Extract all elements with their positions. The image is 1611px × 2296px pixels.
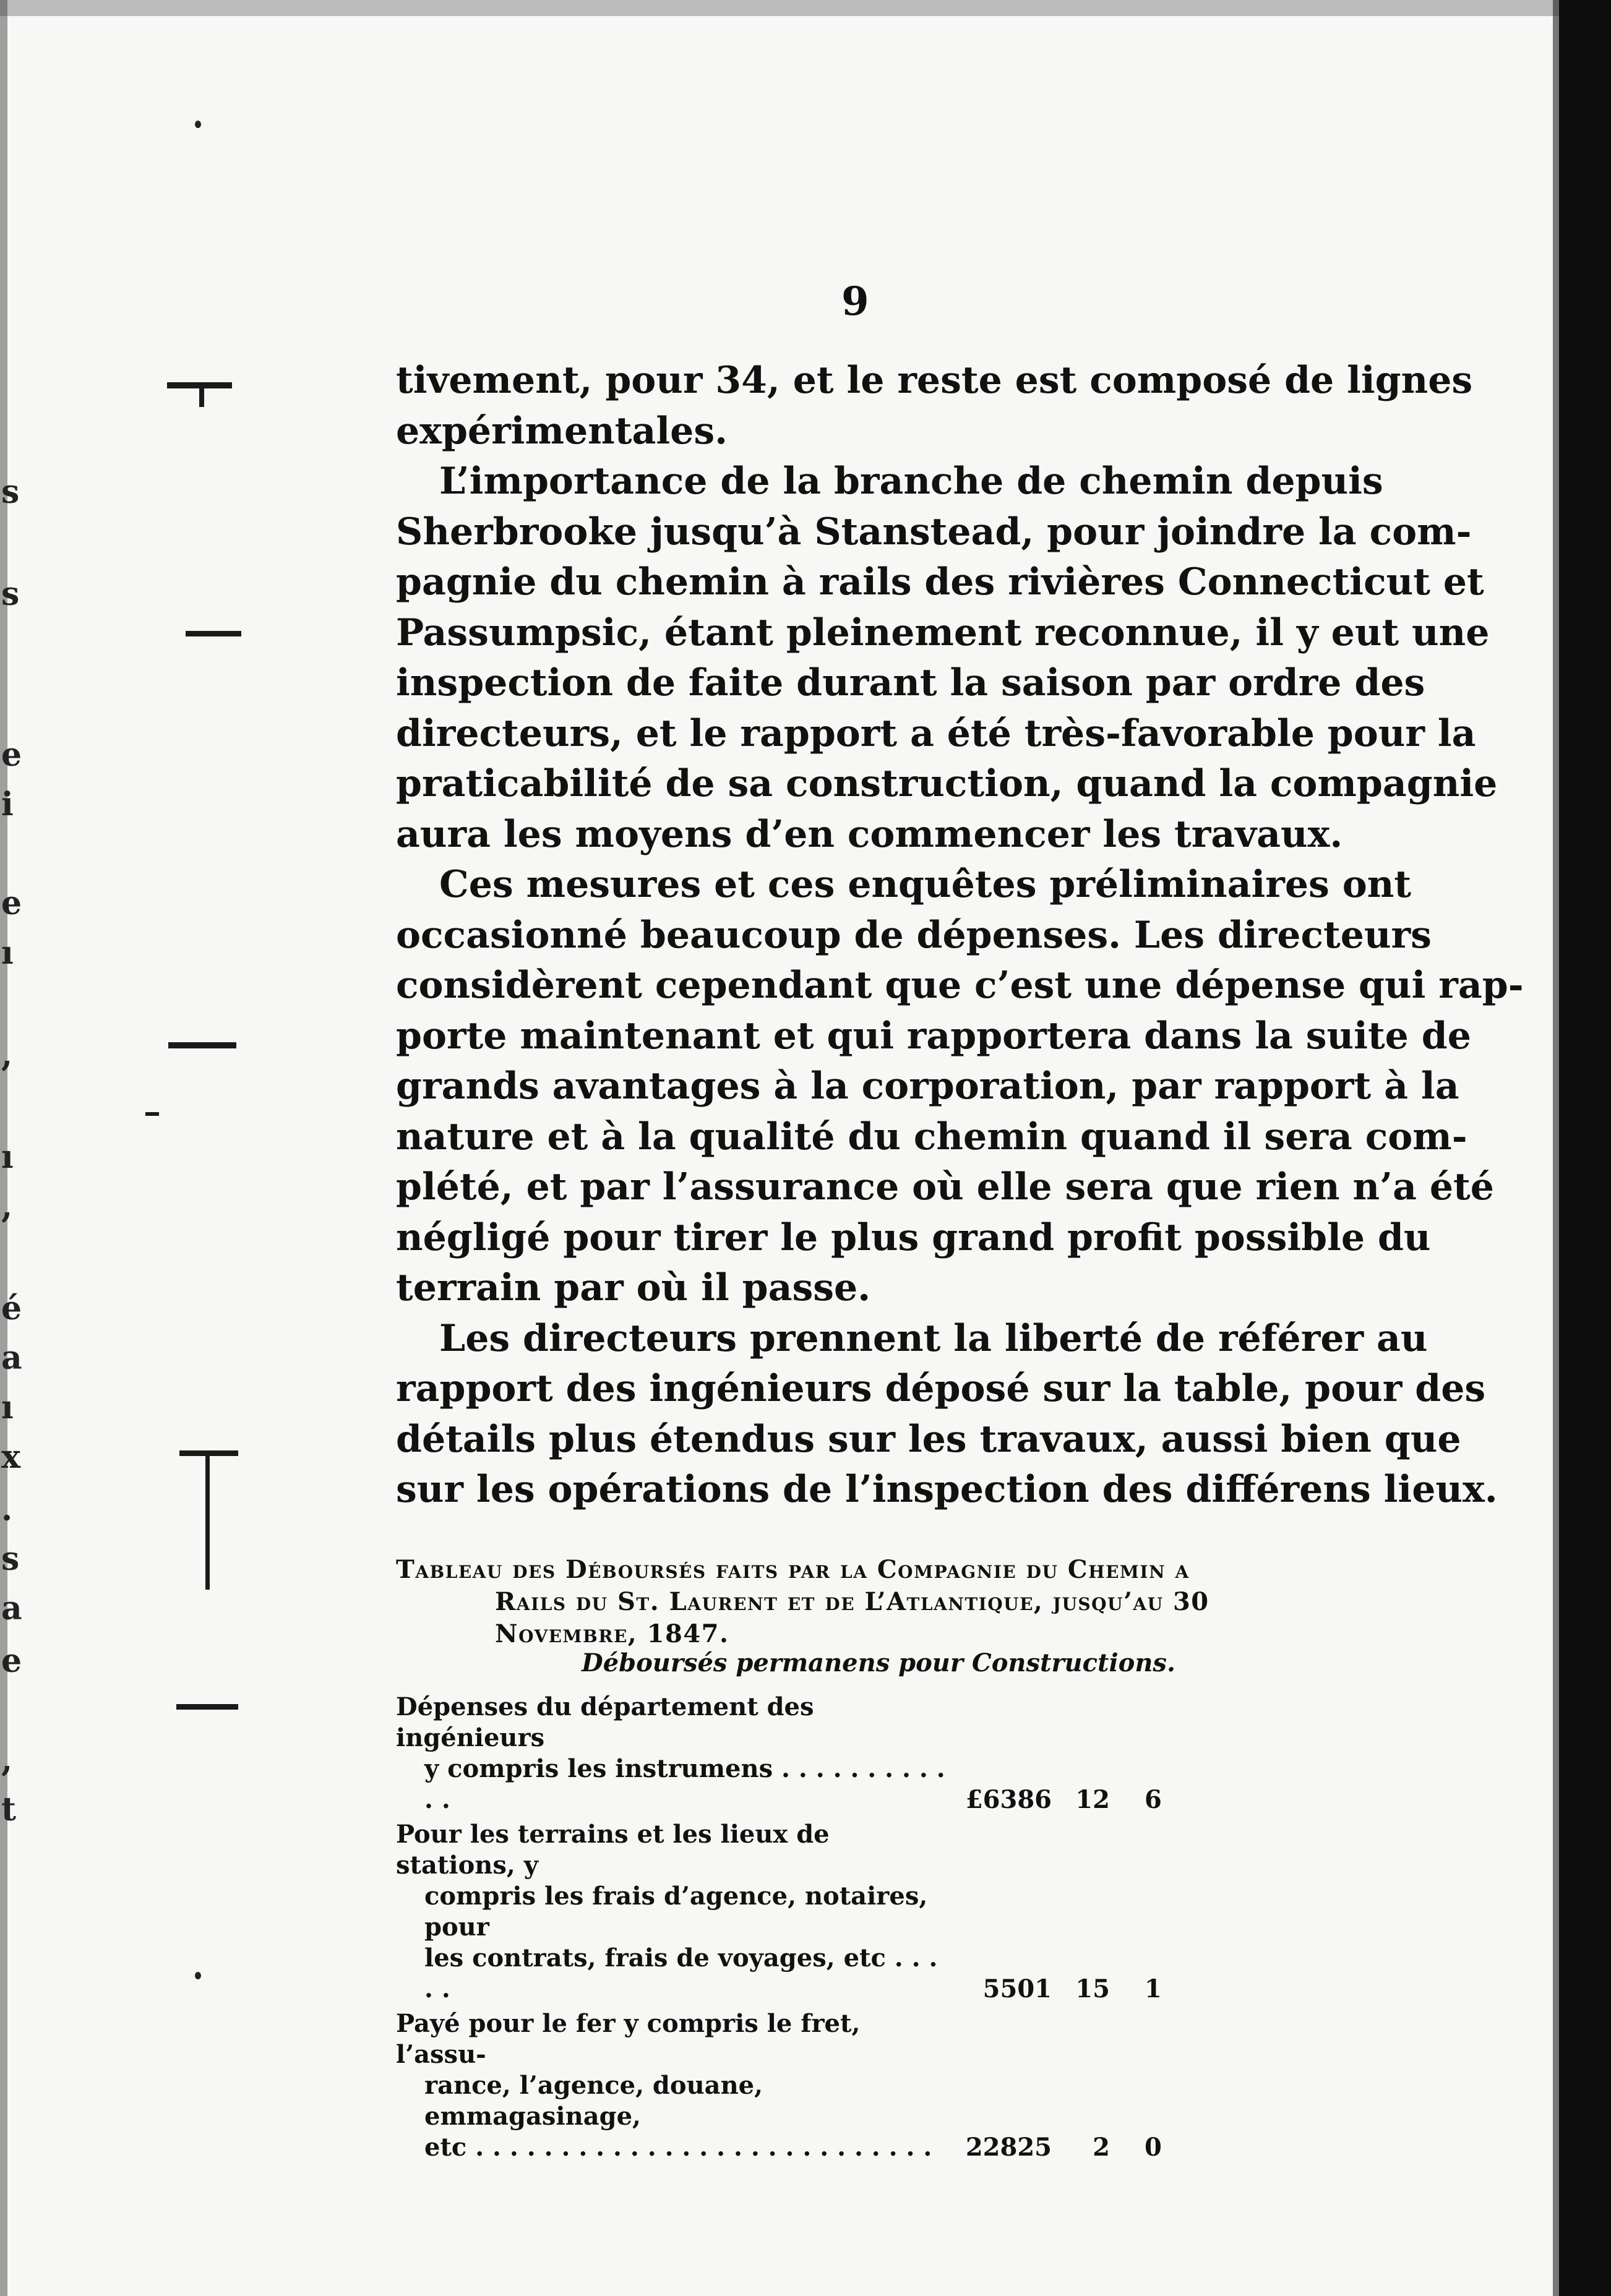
text-line: L’importance de la branche de chemin depuis <box>439 460 1383 503</box>
row-desc-line: etc . . . . . . . . . . . . . . . . . . . . . . . . . . . <box>424 2133 932 2162</box>
text-line: terrain par où il passe. <box>396 1266 871 1309</box>
text-line: Les directeurs prennent la liberté de référer au <box>439 1316 1428 1360</box>
binding-mark <box>176 1704 238 1710</box>
amount-pounds: 22825 <box>965 2133 1052 2162</box>
amount-shillings: 2 <box>1093 2133 1110 2162</box>
row-desc-line: compris les frais d’agence, notaires, pour <box>424 1882 928 1942</box>
row-desc-line: Dépenses du département des ingénieurs <box>396 1692 814 1752</box>
text-line: Ces mesures et ces enquêtes préliminaires ont <box>439 863 1412 906</box>
table-row <box>396 1692 1324 1815</box>
text-line: rapport des ingénieurs déposé sur la table, pour des <box>396 1367 1486 1410</box>
text-line: pagnie du chemin à rails des rivières Connecticut et <box>396 560 1484 604</box>
paragraph <box>396 860 1524 1314</box>
row-description <box>396 1692 953 1815</box>
text-line: grands avantages à la corporation, par rapport à la <box>396 1064 1459 1108</box>
binding-mark <box>199 382 204 407</box>
row-amount <box>959 1974 1182 2005</box>
amount-shillings: 15 <box>1075 1974 1110 2003</box>
row-desc-line: les contrats, frais de voyages, etc . . . . . <box>424 1943 938 2003</box>
text-line: sur les opérations de l’inspection des différens lieux. <box>396 1468 1498 1511</box>
text-line: porte maintenant et qui rapportera dans la suite de <box>396 1014 1471 1058</box>
margin-fragment: , <box>1 1741 13 1779</box>
table-subtitle: Déboursés permanens pour Constructions. <box>582 1648 1175 1677</box>
binding-mark <box>186 631 241 636</box>
margin-fragment: s <box>1 1540 20 1578</box>
text-line: Passumpsic, étant pleinement reconnue, il y eut une <box>396 610 1490 654</box>
paragraph <box>396 1314 1498 1515</box>
margin-fragment: . <box>1 1491 13 1528</box>
margin-fragment: t <box>1 1791 17 1828</box>
amount-pounds: 5501 <box>982 1974 1052 2003</box>
expense-table <box>396 1692 1324 2167</box>
paragraph <box>396 356 1473 456</box>
row-desc-line: Pour les terrains et les lieux de stations, y <box>396 1820 830 1880</box>
row-desc-line: rance, l’agence, douane, emmagasinage, <box>424 2071 763 2131</box>
table-title-line: Novembre, 1847. <box>495 1619 729 1648</box>
table-row <box>396 2008 1324 2163</box>
amount-pounds: £6386 <box>965 1785 1052 1814</box>
row-amount <box>959 1784 1182 1815</box>
table-title-line: Tableau des Déboursés faits par la Compagnie du Chemin a <box>396 1555 1190 1584</box>
row-amount <box>959 2132 1182 2163</box>
text-line: plété, et par l’assurance où elle sera que rien n’a été <box>396 1165 1494 1209</box>
text-line: occasionné beaucoup de dépenses. Les directeurs <box>396 913 1432 957</box>
text-line: directeurs, et le rapport a été très-favorable pour la <box>396 711 1476 755</box>
margin-fragment: a <box>1 1339 22 1377</box>
text-line: détails plus étendus sur les travaux, aussi bien que <box>396 1417 1461 1461</box>
margin-fragment: , <box>1 1036 13 1074</box>
margin-fragment: s <box>1 575 20 613</box>
margin-fragment: i <box>1 786 14 823</box>
margin-fragment: e <box>1 736 22 774</box>
scan-edge <box>1559 0 1611 2296</box>
text-line: aura les moyens d’en commencer les travaux. <box>396 812 1343 856</box>
scan-edge-shadow <box>1553 0 1559 2296</box>
margin-fragment: a <box>1 1590 22 1627</box>
top-scan-line <box>0 0 1559 16</box>
text-line: considèrent cependant que c’est une dépense qui rap- <box>396 964 1524 1007</box>
amount-pence: 0 <box>1145 2133 1162 2162</box>
amount-shillings: 12 <box>1075 1785 1110 1814</box>
text-line: tivement, pour 34, et le reste est composé de lignes <box>396 359 1473 402</box>
table-title-line: Rails du St. Laurent et de L’Atlantique, jusqu’au 30 <box>495 1587 1209 1616</box>
row-desc-line: y compris les instrumens . . . . . . . . . . . . <box>424 1754 945 1814</box>
paragraph <box>396 456 1498 860</box>
text-line: nature et à la qualité du chemin quand il sera com- <box>396 1115 1467 1159</box>
margin-fragment: é <box>1 1290 22 1327</box>
text-line: expérimentales. <box>396 409 728 453</box>
margin-fragment: ı <box>1 1389 14 1426</box>
margin-fragment: s <box>1 473 20 511</box>
amount-pence: 6 <box>1145 1785 1162 1814</box>
margin-fragment: x <box>1 1438 21 1476</box>
margin-fragment: , <box>1 1188 13 1225</box>
margin-fragment: e <box>1 885 22 922</box>
ink-speck <box>195 121 201 128</box>
binding-mark <box>168 1042 236 1048</box>
text-line: négligé pour tirer le plus grand profit possible du <box>396 1215 1431 1259</box>
table-row <box>396 1819 1324 2005</box>
text-line: inspection de faite durant la saison par ordre des <box>396 661 1425 705</box>
body-text <box>396 356 1524 1515</box>
margin-fragment: ı <box>1 1138 14 1176</box>
table-title <box>396 1554 1324 1650</box>
binding-mark <box>205 1450 210 1590</box>
row-desc-line: Payé pour le fer y compris le fret, l’assu- <box>396 2009 861 2069</box>
ink-speck <box>195 1972 201 1979</box>
binding-mark <box>145 1112 159 1116</box>
row-description <box>396 1819 953 2005</box>
row-description <box>396 2008 953 2163</box>
amount-pence: 1 <box>1145 1974 1162 2003</box>
page-number: 9 <box>841 278 869 325</box>
margin-fragment: e <box>1 1642 22 1680</box>
text-line: Sherbrooke jusqu’à Stanstead, pour joindre la com- <box>396 510 1472 554</box>
text-line: praticabilité de sa construction, quand la compagnie <box>396 762 1498 805</box>
margin-fragment: ı <box>1 934 14 972</box>
